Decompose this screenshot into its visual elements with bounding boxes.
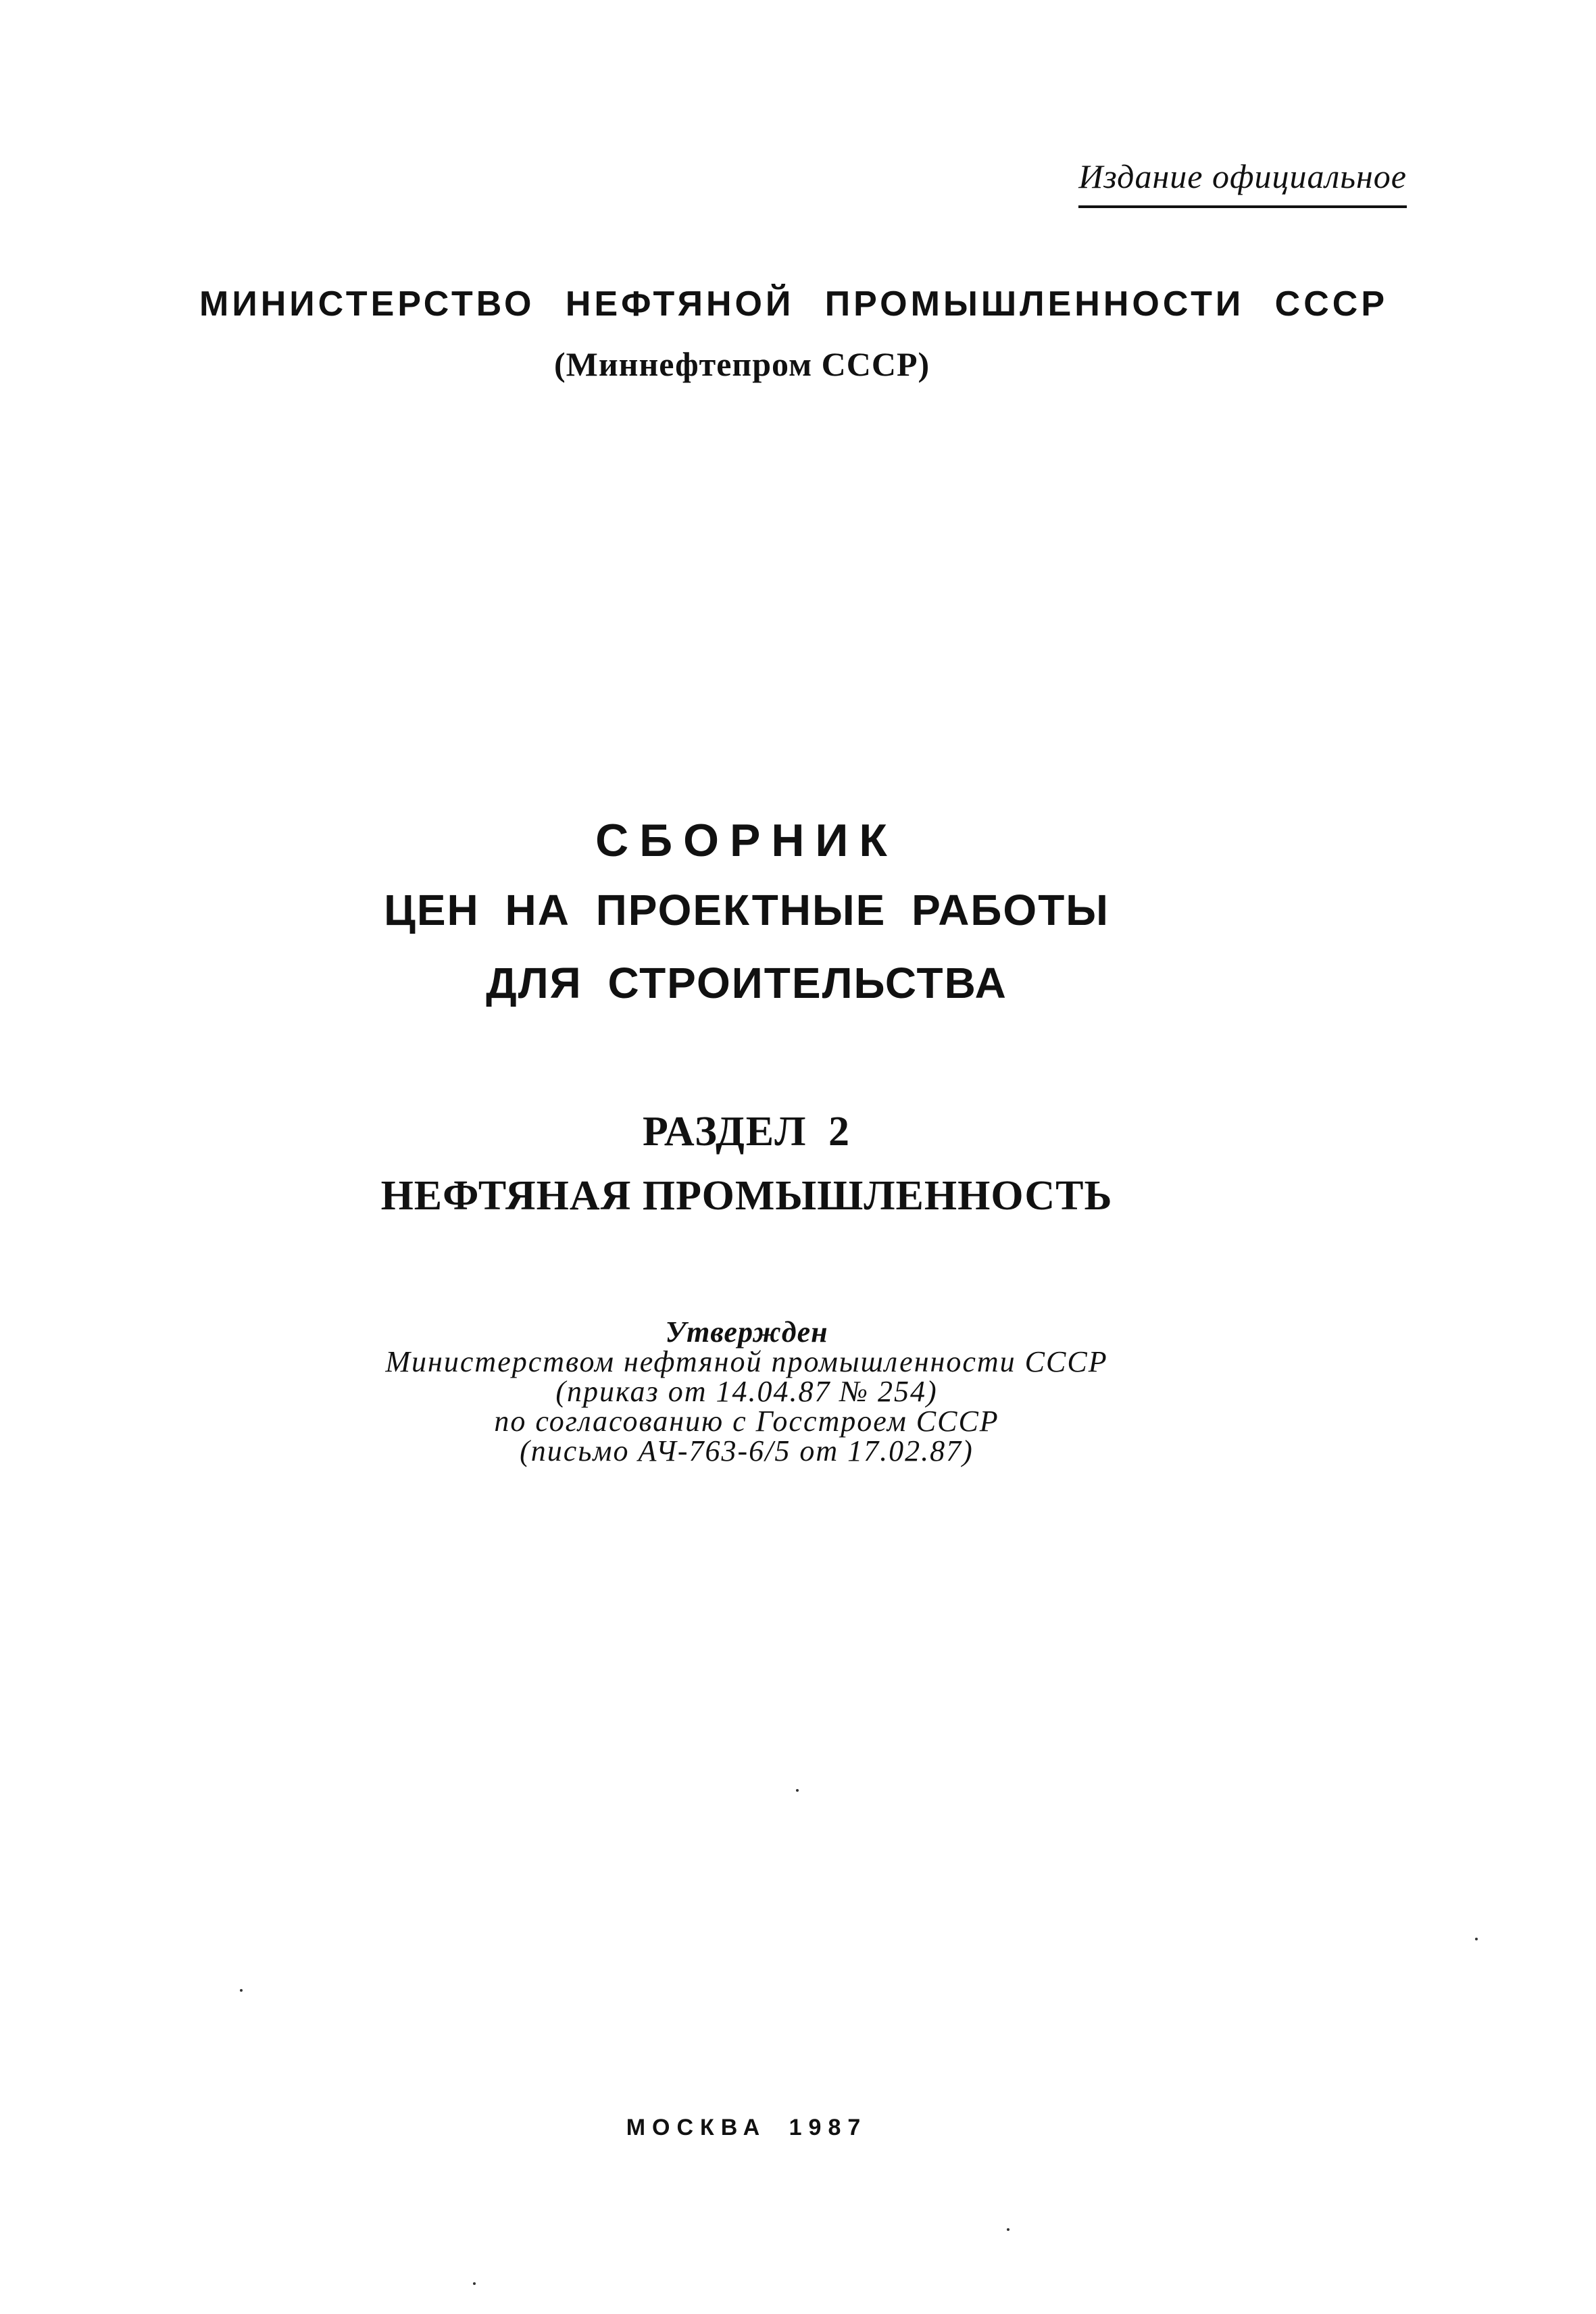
section-number: РАЗДЕЛ 2 (642, 1109, 851, 1155)
approval-line: (приказ от 14.04.87 № 254) (555, 1375, 938, 1408)
ministry-abbreviation: (Миннефтепром СССР) (554, 345, 930, 383)
scan-speck (473, 2282, 476, 2285)
scan-speck (796, 1789, 799, 1792)
approval-line: Министерством нефтяной промышленности СССР (385, 1345, 1108, 1378)
approval-line: (письмо АЧ-763-6/5 от 17.02.87) (520, 1434, 974, 1467)
approval-block (0, 1317, 1493, 1466)
scan-speck (240, 1989, 243, 1992)
scan-speck (1475, 1938, 1478, 1940)
approval-line: Утвержден (665, 1315, 828, 1349)
official-edition-label: Издание официальное (1078, 157, 1407, 208)
ministry-name: МИНИСТЕРСТВО НЕФТЯНОЙ ПРОМЫШЛЕННОСТИ СССР (199, 284, 1389, 324)
collection-title: СБОРНИК (595, 815, 898, 866)
scan-speck (1007, 2228, 1009, 2231)
approval-line: по согласованию с Госстроем СССР (494, 1405, 999, 1438)
publication-city-year: МОСКВА 1987 (626, 2115, 868, 2140)
collection-subtitle-line-2: ДЛЯ СТРОИТЕЛЬСТВА (486, 959, 1007, 1007)
section-name: НЕФТЯНАЯ ПРОМЫШЛЕННОСТЬ (380, 1173, 1113, 1219)
collection-subtitle-line-1: ЦЕН НА ПРОЕКТНЫЕ РАБОТЫ (384, 886, 1109, 934)
